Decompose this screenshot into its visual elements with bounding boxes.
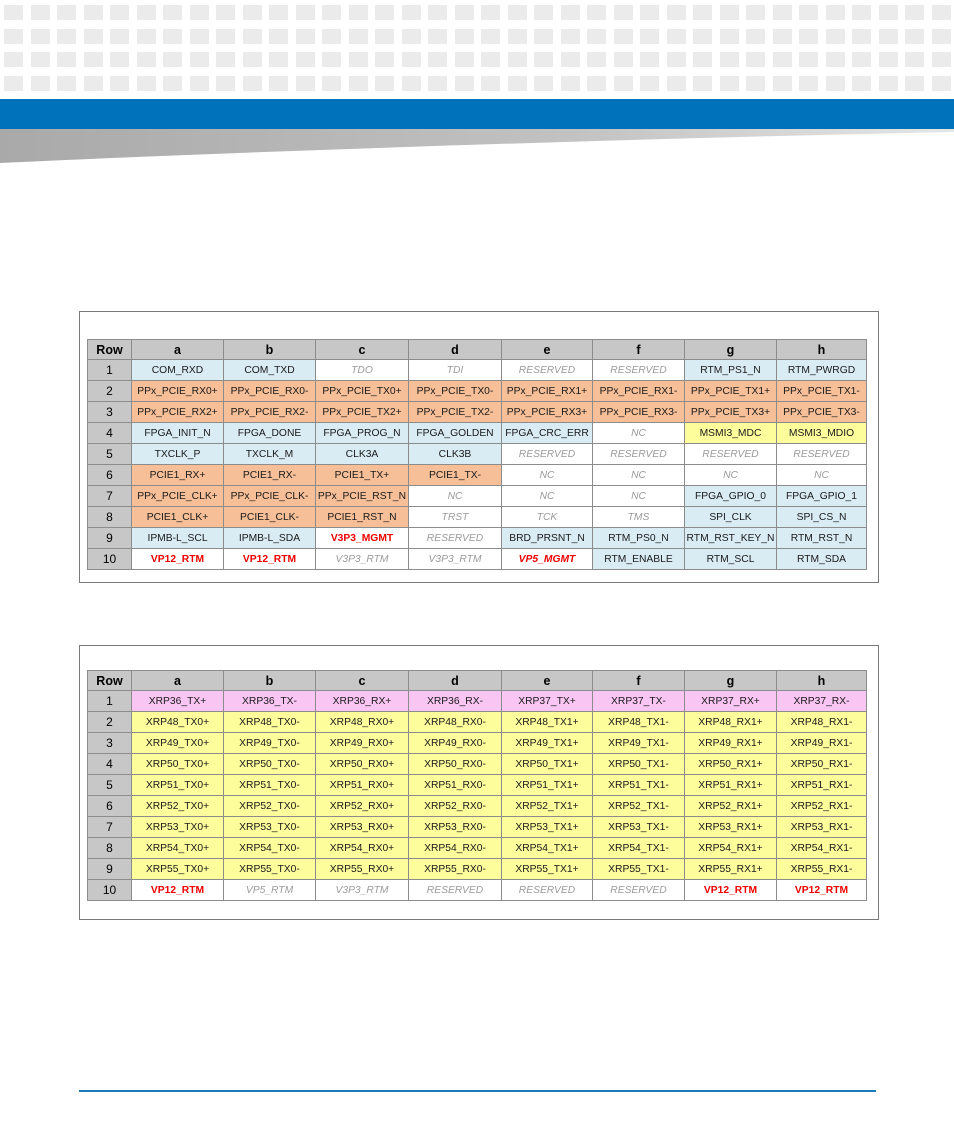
pin-cell: XRP55_RX1+ — [685, 859, 777, 880]
pin-cell: XRP52_RX0+ — [316, 796, 409, 817]
pin-cell: NC — [593, 486, 685, 507]
pin-cell: PCIE1_TX- — [409, 465, 502, 486]
pin-cell: FPGA_GOLDEN — [409, 423, 502, 444]
table-row — [88, 880, 867, 901]
pin-cell: BRD_PRSNT_N — [502, 528, 593, 549]
row-number: 7 — [88, 486, 132, 507]
column-header-d: d — [409, 340, 502, 360]
pin-cell: PPx_PCIE_CLK+ — [132, 486, 224, 507]
pin-cell: RESERVED — [502, 360, 593, 381]
pin-cell: XRP52_TX1+ — [502, 796, 593, 817]
column-header-g: g — [685, 340, 777, 360]
row-number: 10 — [88, 880, 132, 901]
pin-cell: XRP54_RX1- — [777, 838, 867, 859]
row-number: 3 — [88, 402, 132, 423]
column-header-b: b — [224, 671, 316, 691]
column-header-h: h — [777, 340, 867, 360]
pin-cell: XRP48_RX1+ — [685, 712, 777, 733]
pin-cell: XRP54_RX0- — [409, 838, 502, 859]
pin-cell: RTM_SDA — [777, 549, 867, 570]
pin-cell: XRP55_TX0+ — [132, 859, 224, 880]
pin-cell: XRP51_TX1- — [593, 775, 685, 796]
pin-cell: XRP48_RX1- — [777, 712, 867, 733]
pin-cell: PPx_PCIE_CLK- — [224, 486, 316, 507]
pin-cell: PPx_PCIE_TX0+ — [316, 381, 409, 402]
pin-cell: VP5_MGMT — [502, 549, 593, 570]
pin-cell: XRP51_RX1- — [777, 775, 867, 796]
row-number: 8 — [88, 838, 132, 859]
pin-cell: XRP50_RX0+ — [316, 754, 409, 775]
column-header-g: g — [685, 671, 777, 691]
table-row — [88, 859, 867, 880]
pin-cell: FPGA_INIT_N — [132, 423, 224, 444]
pin-cell: XRP54_TX0+ — [132, 838, 224, 859]
table-row — [88, 549, 867, 570]
pin-cell: XRP49_RX1+ — [685, 733, 777, 754]
pin-cell: XRP49_RX0+ — [316, 733, 409, 754]
pin-cell: XRP36_TX- — [224, 691, 316, 712]
pin-cell: XRP36_RX- — [409, 691, 502, 712]
pin-cell: SPI_CLK — [685, 507, 777, 528]
pin-cell: XRP50_RX1+ — [685, 754, 777, 775]
pin-cell: XRP50_TX1+ — [502, 754, 593, 775]
column-header-e: e — [502, 340, 593, 360]
pin-cell: XRP37_RX+ — [685, 691, 777, 712]
pin-cell: XRP55_RX0- — [409, 859, 502, 880]
pin-cell: FPGA_GPIO_1 — [777, 486, 867, 507]
pin-cell: XRP48_TX0- — [224, 712, 316, 733]
row-number: 4 — [88, 423, 132, 444]
pin-cell: VP5_RTM — [224, 880, 316, 901]
pin-cell: PCIE1_RX+ — [132, 465, 224, 486]
pin-cell: PCIE1_RST_N — [316, 507, 409, 528]
column-header-a: a — [132, 671, 224, 691]
table-row — [88, 465, 867, 486]
pin-cell: PPx_PCIE_TX3+ — [685, 402, 777, 423]
table-row — [88, 775, 867, 796]
row-number: 6 — [88, 796, 132, 817]
pin-cell: XRP55_TX1+ — [502, 859, 593, 880]
table-header-row — [88, 671, 867, 691]
row-number: 6 — [88, 465, 132, 486]
pin-cell: RESERVED — [685, 444, 777, 465]
table-row — [88, 796, 867, 817]
row-number: 10 — [88, 549, 132, 570]
pin-cell: XRP54_TX1- — [593, 838, 685, 859]
row-number: 9 — [88, 528, 132, 549]
pin-cell: PPx_PCIE_TX2- — [409, 402, 502, 423]
pin-cell: PCIE1_CLK- — [224, 507, 316, 528]
column-header-b: b — [224, 340, 316, 360]
pin-cell: VP12_RTM — [685, 880, 777, 901]
pin-cell: FPGA_DONE — [224, 423, 316, 444]
row-number: 7 — [88, 817, 132, 838]
row-number: 1 — [88, 691, 132, 712]
pin-cell: TRST — [409, 507, 502, 528]
row-number: 8 — [88, 507, 132, 528]
pin-cell: VP12_RTM — [224, 549, 316, 570]
row-number: 2 — [88, 381, 132, 402]
table-row — [88, 486, 867, 507]
column-header-c: c — [316, 671, 409, 691]
pin-cell: RESERVED — [593, 444, 685, 465]
table-row — [88, 712, 867, 733]
pin-cell: XRP49_RX1- — [777, 733, 867, 754]
pin-cell: CLK3B — [409, 444, 502, 465]
pin-cell: PPx_PCIE_TX2+ — [316, 402, 409, 423]
pin-cell: TXCLK_P — [132, 444, 224, 465]
pin-cell: XRP50_TX0- — [224, 754, 316, 775]
pin-cell: XRP48_RX0- — [409, 712, 502, 733]
table-row — [88, 691, 867, 712]
pin-cell: NC — [685, 465, 777, 486]
pin-cell: XRP54_RX1+ — [685, 838, 777, 859]
pin-cell: XRP51_TX0+ — [132, 775, 224, 796]
pin-cell: XRP53_TX0- — [224, 817, 316, 838]
pin-cell: PPx_PCIE_TX3- — [777, 402, 867, 423]
pin-cell: XRP37_TX- — [593, 691, 685, 712]
pin-cell: RESERVED — [502, 444, 593, 465]
pin-cell: XRP54_RX0+ — [316, 838, 409, 859]
table-row — [88, 507, 867, 528]
pin-cell: RESERVED — [593, 360, 685, 381]
column-header-e: e — [502, 671, 593, 691]
pin-cell: XRP54_TX1+ — [502, 838, 593, 859]
table-header-row — [88, 340, 867, 360]
pin-cell: XRP49_TX0+ — [132, 733, 224, 754]
pin-cell: XRP36_TX+ — [132, 691, 224, 712]
pin-cell: XRP55_TX0- — [224, 859, 316, 880]
table-row — [88, 733, 867, 754]
pin-cell: RESERVED — [409, 528, 502, 549]
row-number: 2 — [88, 712, 132, 733]
pin-cell: V3P3_RTM — [316, 880, 409, 901]
pin-cell: XRP49_TX0- — [224, 733, 316, 754]
column-header-a: a — [132, 340, 224, 360]
pin-cell: RESERVED — [409, 880, 502, 901]
pin-cell: RESERVED — [502, 880, 593, 901]
pin-cell: XRP48_TX1- — [593, 712, 685, 733]
row-number: 4 — [88, 754, 132, 775]
pin-cell: XRP48_TX1+ — [502, 712, 593, 733]
pin-cell: COM_TXD — [224, 360, 316, 381]
pin-cell: XRP54_TX0- — [224, 838, 316, 859]
column-header-f: f — [593, 671, 685, 691]
pin-cell: PPx_PCIE_TX1+ — [685, 381, 777, 402]
pin-cell: PCIE1_CLK+ — [132, 507, 224, 528]
pin-cell: XRP51_RX1+ — [685, 775, 777, 796]
pin-cell: VP12_RTM — [777, 880, 867, 901]
pin-cell: FPGA_GPIO_0 — [685, 486, 777, 507]
pin-cell: RTM_PS1_N — [685, 360, 777, 381]
pin-cell: PPx_PCIE_RX2+ — [132, 402, 224, 423]
pin-cell: XRP53_RX1- — [777, 817, 867, 838]
table-row — [88, 528, 867, 549]
pin-cell: RTM_RST_N — [777, 528, 867, 549]
pin-cell: XRP53_RX1+ — [685, 817, 777, 838]
pin-cell: MSMI3_MDC — [685, 423, 777, 444]
pin-cell: XRP37_RX- — [777, 691, 867, 712]
pin-cell: PPx_PCIE_TX1- — [777, 381, 867, 402]
column-header-h: h — [777, 671, 867, 691]
pin-cell: IPMB-L_SDA — [224, 528, 316, 549]
pin-cell: XRP55_TX1- — [593, 859, 685, 880]
column-header-c: c — [316, 340, 409, 360]
table-row — [88, 838, 867, 859]
pin-cell: XRP53_TX0+ — [132, 817, 224, 838]
table-row — [88, 754, 867, 775]
pin-cell: RTM_RST_KEY_N — [685, 528, 777, 549]
table-row — [88, 402, 867, 423]
pin-cell: NC — [502, 465, 593, 486]
pin-cell: PCIE1_RX- — [224, 465, 316, 486]
pin-cell: IPMB-L_SCL — [132, 528, 224, 549]
pin-cell: XRP36_RX+ — [316, 691, 409, 712]
pin-cell: PPx_PCIE_RX1+ — [502, 381, 593, 402]
table-row — [88, 423, 867, 444]
row-number: 9 — [88, 859, 132, 880]
pin-cell: PPx_PCIE_RST_N — [316, 486, 409, 507]
pin-cell: XRP51_RX0+ — [316, 775, 409, 796]
pin-cell: TDO — [316, 360, 409, 381]
row-number: 5 — [88, 444, 132, 465]
footer-rule — [79, 1090, 876, 1092]
column-header-row: Row — [88, 671, 132, 691]
table-row — [88, 381, 867, 402]
pin-cell: NC — [502, 486, 593, 507]
pin-cell: XRP49_TX1- — [593, 733, 685, 754]
column-header-f: f — [593, 340, 685, 360]
pin-cell: PPx_PCIE_RX3+ — [502, 402, 593, 423]
pin-cell: RTM_PWRGD — [777, 360, 867, 381]
column-header-d: d — [409, 671, 502, 691]
pin-cell: TDI — [409, 360, 502, 381]
pin-cell: XRP49_RX0- — [409, 733, 502, 754]
pin-cell: NC — [593, 423, 685, 444]
pin-cell: XRP52_RX0- — [409, 796, 502, 817]
pin-cell: RTM_PS0_N — [593, 528, 685, 549]
header-square-pattern — [0, 0, 954, 95]
table-row — [88, 360, 867, 381]
pin-cell: V3P3_RTM — [316, 549, 409, 570]
pin-cell: XRP37_TX+ — [502, 691, 593, 712]
pin-cell: XRP49_TX1+ — [502, 733, 593, 754]
pin-cell: MSMI3_MDIO — [777, 423, 867, 444]
pin-cell: XRP53_TX1+ — [502, 817, 593, 838]
pin-cell: V3P3_MGMT — [316, 528, 409, 549]
pin-cell: PPx_PCIE_RX2- — [224, 402, 316, 423]
pin-assignment-table-2 — [87, 670, 867, 901]
pin-cell: VP12_RTM — [132, 880, 224, 901]
pin-cell: XRP55_RX1- — [777, 859, 867, 880]
row-number: 1 — [88, 360, 132, 381]
pin-cell: NC — [593, 465, 685, 486]
pin-cell: XRP48_RX0+ — [316, 712, 409, 733]
pin-cell: TXCLK_M — [224, 444, 316, 465]
column-header-row: Row — [88, 340, 132, 360]
pin-cell: PCIE1_TX+ — [316, 465, 409, 486]
table-row — [88, 817, 867, 838]
pin-cell: SPI_CS_N — [777, 507, 867, 528]
pin-cell: FPGA_PROG_N — [316, 423, 409, 444]
pin-cell: XRP50_TX0+ — [132, 754, 224, 775]
pin-cell: XRP50_RX0- — [409, 754, 502, 775]
pin-cell: COM_RXD — [132, 360, 224, 381]
pin-cell: CLK3A — [316, 444, 409, 465]
pin-cell: RESERVED — [593, 880, 685, 901]
pin-cell: TMS — [593, 507, 685, 528]
pin-cell: XRP52_TX0- — [224, 796, 316, 817]
pin-cell: RTM_ENABLE — [593, 549, 685, 570]
header-gray-swoosh — [0, 129, 954, 163]
pin-cell: VP12_RTM — [132, 549, 224, 570]
pin-cell: NC — [409, 486, 502, 507]
pin-cell: XRP53_RX0- — [409, 817, 502, 838]
pin-cell: XRP55_RX0+ — [316, 859, 409, 880]
pin-cell: XRP48_TX0+ — [132, 712, 224, 733]
table-row — [88, 444, 867, 465]
pin-cell: V3P3_RTM — [409, 549, 502, 570]
pin-cell: RESERVED — [777, 444, 867, 465]
pin-cell: PPx_PCIE_RX0+ — [132, 381, 224, 402]
pin-cell: RTM_SCL — [685, 549, 777, 570]
pin-cell: XRP52_RX1- — [777, 796, 867, 817]
pin-cell: XRP53_RX0+ — [316, 817, 409, 838]
pin-cell: XRP51_TX0- — [224, 775, 316, 796]
pin-cell: NC — [777, 465, 867, 486]
row-number: 5 — [88, 775, 132, 796]
pin-assignment-table-1 — [87, 339, 867, 570]
pin-cell: PPx_PCIE_RX0- — [224, 381, 316, 402]
pin-cell: XRP51_TX1+ — [502, 775, 593, 796]
pin-cell: FPGA_CRC_ERR — [502, 423, 593, 444]
row-number: 3 — [88, 733, 132, 754]
pin-cell: TCK — [502, 507, 593, 528]
pin-cell: XRP52_RX1+ — [685, 796, 777, 817]
pin-cell: XRP52_TX0+ — [132, 796, 224, 817]
pin-cell: XRP51_RX0- — [409, 775, 502, 796]
pin-cell: PPx_PCIE_RX3- — [593, 402, 685, 423]
pin-cell: XRP53_TX1- — [593, 817, 685, 838]
header-blue-band — [0, 99, 954, 129]
pin-cell: XRP50_TX1- — [593, 754, 685, 775]
pin-cell: PPx_PCIE_RX1- — [593, 381, 685, 402]
pin-cell: PPx_PCIE_TX0- — [409, 381, 502, 402]
pin-cell: XRP50_RX1- — [777, 754, 867, 775]
pin-cell: XRP52_TX1- — [593, 796, 685, 817]
